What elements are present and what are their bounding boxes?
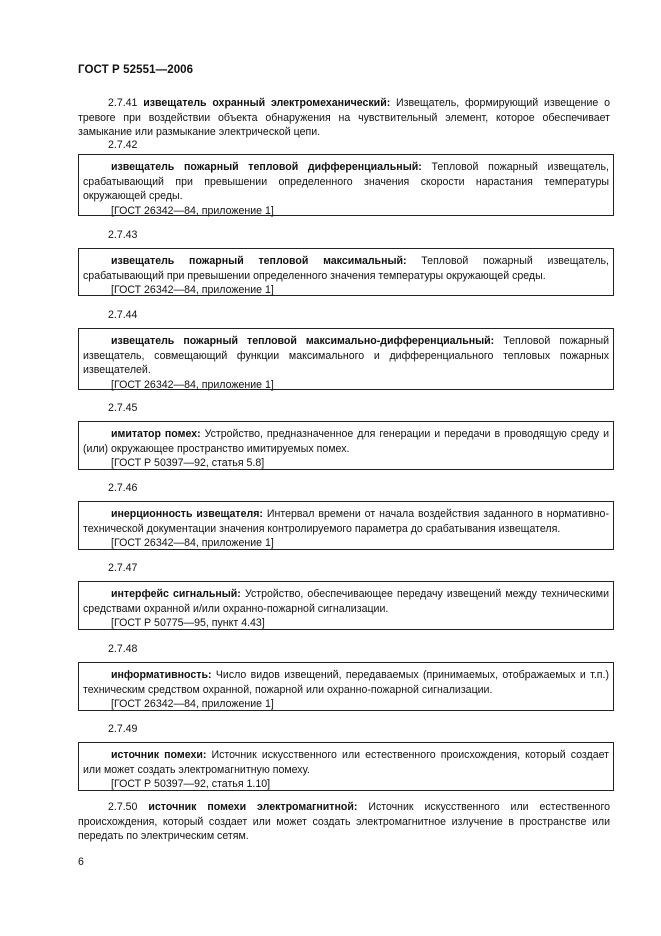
entry-number: 2.7.47 (108, 562, 138, 574)
entry-definition: Тепловой пожарный извещатель, срабатывающий при превышении определенного значения скорости нарастания температуры окружающей среды. (83, 161, 609, 203)
entry-definition: Источник искусственного или естественного происхождения, который создает или может создать электромагнитное излучение в пространстве или передать по электрическим сетям. (78, 801, 610, 843)
entry-definition: Число видов извещений, передаваемых (принимаемых, отображаемых и т.п.) техническим средством охранной, пожарной или охранно-пожарной сигнализации. (83, 669, 609, 696)
entry-source: [ГОСТ 26342—84, приложение 1] (111, 698, 274, 711)
entry-definition: Источник искусственного или естественного происхождения, который создает или может создать электромагнитную помеху. (83, 749, 609, 776)
entry-definition: Устройство, предназначенное для генерации и передачи в проводящую среду и (или) окружающее пространство имитируемых помех. (83, 428, 609, 455)
entry-number: 2.7.43 (108, 229, 138, 241)
entry-definition-line (83, 254, 609, 283)
entry-definition-line (83, 160, 609, 204)
entry-number: 2.7.44 (108, 309, 138, 321)
document-header: ГОСТ Р 52551—2006 (78, 64, 194, 76)
entry-term: извещатель пожарный тепловой максимальный: (111, 255, 407, 267)
entry-definition-line (83, 668, 609, 697)
entry-definition-line (83, 748, 609, 777)
entry-source: [ГОСТ 26342—84, приложение 1] (111, 204, 274, 217)
entry-definition-line (83, 507, 609, 536)
entry-definition: Тепловой пожарный извещатель, совмещающий функции максимального и дифференциального тепловых пожарных извещателей. (83, 335, 609, 377)
entry-term: информативность: (111, 669, 212, 681)
entry-source: [ГОСТ 26342—84, приложение 1] (111, 537, 274, 550)
term-box-2-7-46 (78, 501, 614, 550)
entry-number: 2.7.46 (108, 482, 138, 494)
page-number: 6 (78, 856, 84, 868)
entry-definition: Устройство, обеспечивающее передачу извещений между техническими средствами охранной и/или охранно-пожарной сигнализации. (83, 588, 609, 615)
entry-number: 2.7.48 (108, 643, 138, 655)
term-entry-2-7-41 (78, 96, 610, 140)
entry-definition: Интервал времени от начала воздействия заданного в нормативно-технической документации значения контролируемого параметра до срабатывания извещателя. (83, 508, 609, 535)
entry-term: интерфейс сигнальный: (111, 588, 241, 600)
entry-definition-line (83, 334, 609, 378)
entry-term: извещатель пожарный тепловой дифференциальный: (111, 161, 422, 173)
entry-number: 2.7.42 (108, 139, 138, 151)
entry-definition-line (83, 427, 609, 456)
term-box-2-7-44 (78, 328, 614, 390)
term-entry-2-7-50 (78, 800, 610, 844)
term-box-2-7-45 (78, 421, 614, 470)
entry-term: извещатель пожарный тепловой максимально-дифференциальный: (111, 335, 495, 347)
entry-number: 2.7.45 (108, 402, 138, 414)
entry-source: [ГОСТ Р 50397—92, статья 1.10] (111, 778, 271, 791)
entry-definition: Тепловой пожарный извещатель, срабатывающий при превышении определенного значения температуры окружающей среды. (83, 255, 609, 282)
entry-term: источник помехи: (111, 749, 207, 761)
entry-term: извещатель охранный электромеханический: (143, 97, 391, 109)
entry-source: [ГОСТ 26342—84, приложение 1] (111, 378, 274, 391)
entry-term: имитатор помех: (111, 428, 201, 440)
term-box-2-7-47 (78, 581, 614, 630)
term-box-2-7-43 (78, 248, 614, 296)
entry-definition: Извещатель, формирующий извещение о тревоге при воздействии объекта обнаружения на чувствительный элемент, которое обеспечивает замыкание или размыкание электрической цепи. (78, 97, 610, 139)
entry-source: [ГОСТ Р 50397—92, статья 5.8] (111, 457, 265, 470)
entry-term: инерционность извещателя: (111, 508, 263, 520)
entry-number: 2.7.50 (108, 801, 138, 813)
entry-source: [ГОСТ 26342—84, приложение 1] (111, 284, 274, 297)
entry-source: [ГОСТ Р 50775—95, пункт 4.43] (111, 617, 265, 630)
entry-term: источник помехи электромагнитной: (148, 801, 358, 813)
entry-number: 2.7.41 (108, 97, 138, 109)
term-box-2-7-42 (78, 154, 614, 216)
entry-definition-line (83, 587, 609, 616)
term-box-2-7-48 (78, 662, 614, 711)
entry-number: 2.7.49 (108, 723, 138, 735)
term-box-2-7-49 (78, 742, 614, 791)
